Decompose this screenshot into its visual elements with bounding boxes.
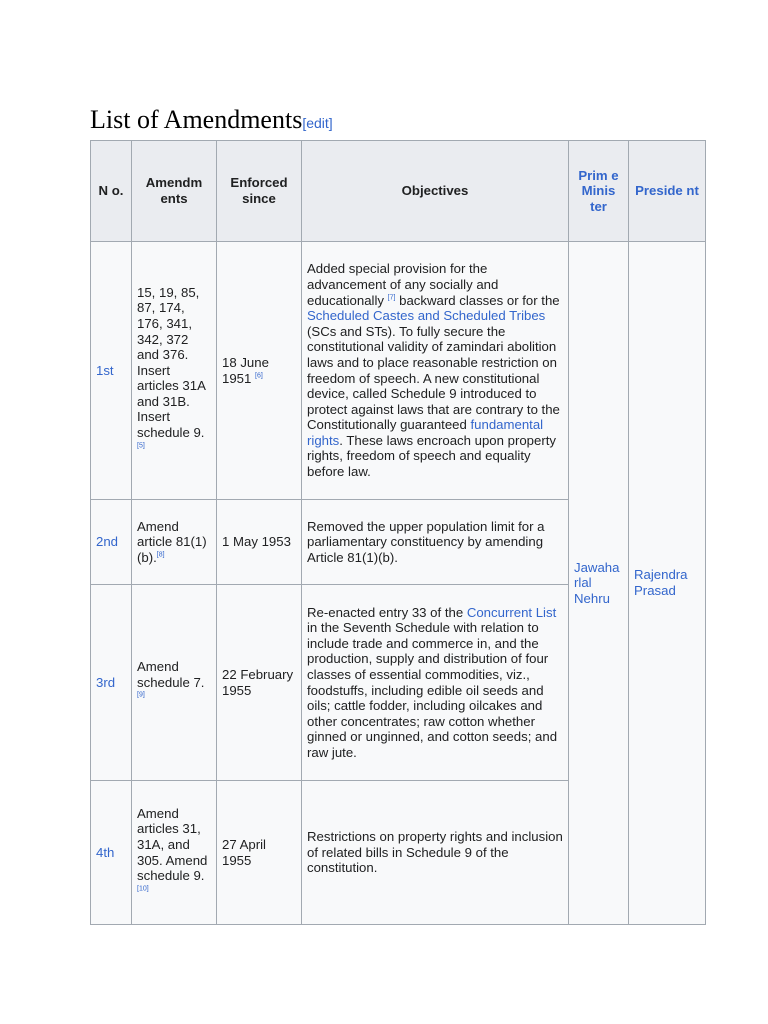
row-number-cell[interactable]: [91, 781, 132, 925]
president-link[interactable]: Rajendra Prasad: [634, 567, 688, 598]
enforced-cell: 22 February 1955: [217, 585, 302, 781]
row-number-cell[interactable]: [91, 242, 132, 500]
amendments-cell: [132, 585, 217, 781]
amendments-table: [90, 140, 706, 925]
section-title: List of Amendments: [90, 105, 303, 134]
president-header-link[interactable]: Preside nt: [635, 183, 699, 199]
amendments-text: Amend article 81(1)(b).: [137, 518, 207, 565]
edit-link[interactable]: [302, 115, 332, 131]
edit-link-text[interactable]: [edit]: [302, 115, 333, 131]
header-amendments: Amendm ents: [132, 141, 217, 242]
citation-ref[interactable]: [5]: [137, 442, 145, 450]
objective-cell: Restrictions on property rights and inclusion of related bills in Schedule 9 of the constitution.: [302, 781, 569, 925]
objective-text: (SCs and STs). To fully secure the constitutional validity of zamindari abolition laws and to place reasonable restriction on freedom of speech. A new constitutional device, called Schedule 9 introduced to protect against laws that are contrary to the Constitutionally guaranteed: [307, 323, 560, 433]
amendment-4th-link[interactable]: 4th: [96, 844, 115, 860]
objective-cell: [302, 585, 569, 781]
prime-minister-cell[interactable]: [569, 242, 629, 925]
header-president[interactable]: [629, 141, 706, 242]
header-enforced-since: Enforced since: [217, 141, 302, 242]
prime-minister-link[interactable]: Jawaha rlal Nehru: [574, 559, 620, 606]
citation-ref[interactable]: [10]: [137, 885, 149, 893]
row-number-cell[interactable]: [91, 500, 132, 585]
header-objectives: Objectives: [302, 141, 569, 242]
amendments-text: Amend schedule 7.: [137, 659, 205, 690]
objective-cell: [302, 242, 569, 500]
citation-ref[interactable]: [7]: [387, 294, 396, 302]
section-heading: [90, 104, 678, 141]
prime-minister-header-link[interactable]: Prim e Minis ter: [578, 167, 619, 214]
amendments-cell: [132, 500, 217, 585]
citation-ref[interactable]: [9]: [137, 691, 145, 699]
scheduled-castes-link[interactable]: Scheduled Castes and Scheduled Tribes: [307, 308, 546, 324]
enforced-cell: [217, 242, 302, 500]
amendment-2nd-link[interactable]: 2nd: [96, 534, 119, 550]
table-header-row: [91, 141, 706, 242]
president-cell[interactable]: [629, 242, 706, 925]
objective-text: . These laws encroach upon property rights, freedom of speech and equality before law.: [307, 432, 556, 480]
amendments-text: Amend articles 31, 31A, and 305. Amend schedule 9.: [137, 805, 208, 884]
objective-text: Re-enacted entry 33 of the: [307, 604, 467, 620]
row-number-cell[interactable]: [91, 585, 132, 781]
concurrent-list-link[interactable]: Concurrent List: [466, 604, 557, 620]
header-prime-minister[interactable]: [569, 141, 629, 242]
enforced-cell: 27 April 1955: [217, 781, 302, 925]
enforced-cell: 1 May 1953: [217, 500, 302, 585]
citation-ref[interactable]: [6]: [255, 372, 263, 380]
amendments-cell: [132, 781, 217, 925]
citation-ref[interactable]: [8]: [156, 551, 165, 559]
amendment-1st-link[interactable]: 1st: [96, 362, 114, 378]
objective-cell: Removed the upper population limit for a parliamentary constituency by amending Article 81(1)(b).: [302, 500, 569, 585]
objective-text: backward classes or for the: [395, 292, 560, 308]
table-row: [91, 242, 706, 500]
objective-text: in the Seventh Schedule with relation to include trade and commerce in, and the production, supply and distribution of four classes of essential commodities, viz., foodstuffs, including edible oil seeds and oils; cattle fodder, including oilcakes and other concentrates; raw cotton whether ginned or unginned, and cotton seeds; and raw jute.: [307, 620, 558, 760]
amendment-3rd-link[interactable]: 3rd: [96, 674, 116, 690]
amendments-text: 15, 19, 85, 87, 174, 176, 341, 342, 372 and 376. Insert articles 31A and 31B. Insert schedule 9.: [137, 284, 206, 441]
amendments-cell: [132, 242, 217, 500]
header-no: N o.: [91, 141, 132, 242]
objective-text: Added special provision for the advancement of any socially and educationally: [307, 261, 499, 308]
fundamental-rights-link[interactable]: fundamental rights: [307, 417, 544, 448]
enforced-date: 18 June 1951: [222, 354, 269, 386]
